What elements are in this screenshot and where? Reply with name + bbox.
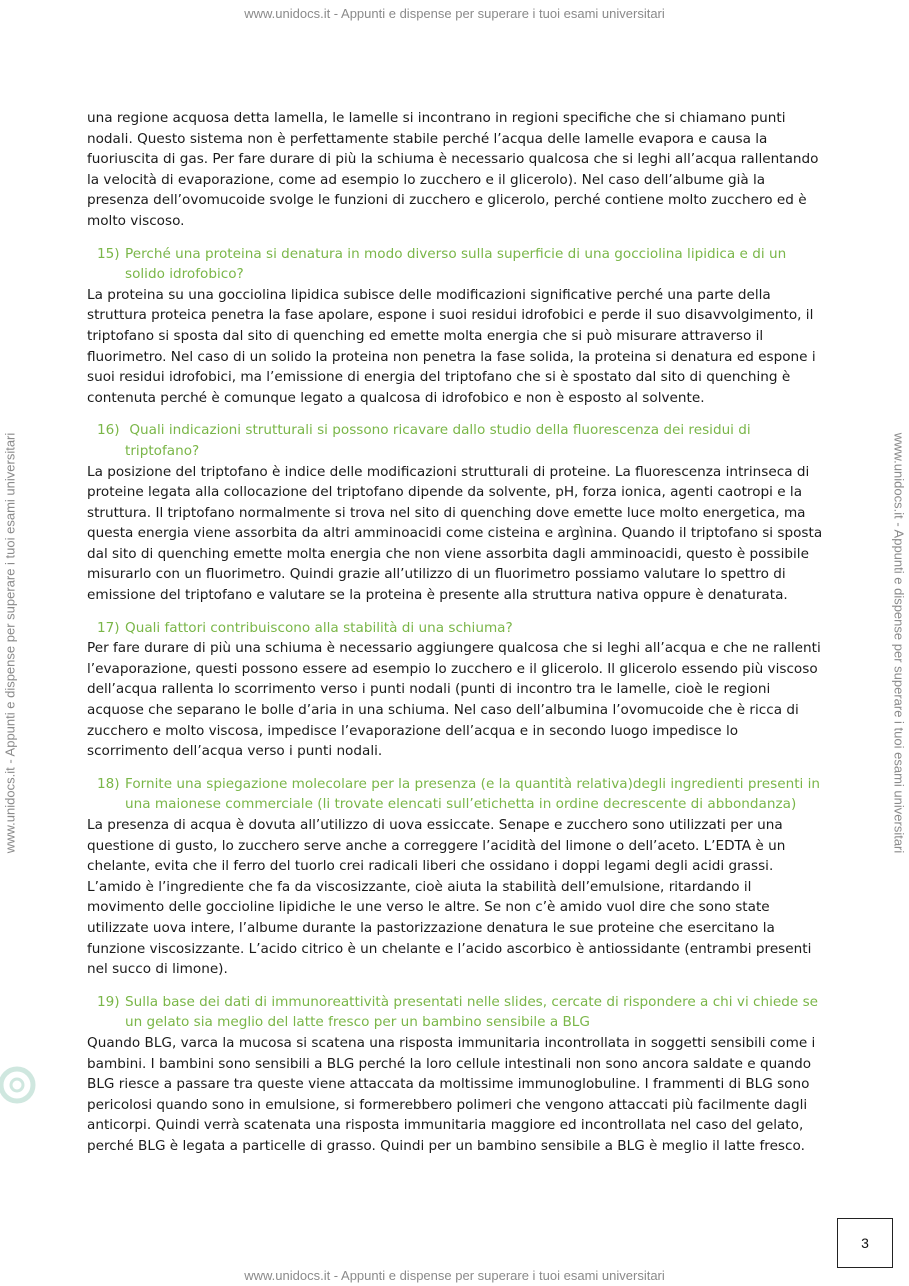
section-19 [87, 992, 823, 1157]
answer-paragraph: La proteina su una gocciolina lipidica subisce delle modificazioni significative perché una parte della struttura proteica penetra la fase apolare, espone i suoi residui idrofobici e perde il suo disavvolgimento, il triptofano si sposta dal sito di quenching ed emette molta energia che si può misurare attraverso il fluorimetro. Nel caso di un solido la proteina non penetra la fase solida, la proteina si denatura ed espone i suoi residui idrofobici, ma l’emissione di energia del triptofano che si è spostato dal sito di quenching è contenuta perché è comunque legato a qualcosa di idrofobico e non è esposto al solvente. [87, 286, 816, 406]
page-number: 3 [861, 1235, 869, 1251]
watermark-bottom: www.unidocs.it - Appunti e dispense per superare i tuoi esami universitari [244, 1268, 665, 1283]
page-number-box [837, 1218, 893, 1268]
question-heading [87, 420, 823, 461]
question-text: Quali indicazioni strutturali si possono ricavare dallo studio della fluorescenza dei residui di triptofano? [125, 422, 751, 459]
answer-paragraph: Quando BLG, varca la mucosa si scatena una risposta immunitaria incontrollata in soggetti sensibili come i bambini. I bambini sono sensibili a BLG perché la loro cellule intestinali non sono ancora saldate e quando BLG riesce a passare tra queste viene attaccata da moltissime immunoglobuline. I frammenti di BLG sono pericolosi quando sono in emulsione, si formerebbero polimeri che vengono attaccati più facilmente dagli anticorpi. Quindi verrà scatenata una risposta immunitaria maggiore ed incontrollata nel caso del gelato, perché BLG è legata a particelle di grasso. Quindi per un bambino sensibile a BLG è meglio il latte fresco. [87, 1034, 816, 1154]
question-heading [87, 774, 823, 815]
question-heading [87, 992, 823, 1033]
question-text: Sulla base dei dati di immunoreattività presentati nelle slides, cercate di rispondere a chi vi chiede se un gelato sia meglio del latte fresco per un bambino sensibile a BLG [125, 993, 819, 1031]
question-number: 16) [97, 422, 120, 439]
question-number: 15) [97, 245, 120, 262]
section-18 [87, 774, 823, 980]
question-heading [87, 618, 823, 639]
unidocs-logo-icon [0, 1062, 40, 1108]
document-body [87, 108, 823, 1157]
section-17 [87, 618, 823, 762]
watermark-left-text: www.unidocs.it - Appunti e dispense per superare i tuoi esami universitari [2, 432, 18, 854]
question-number: 18) [97, 775, 120, 792]
question-text: Quali fattori contribuiscono alla stabilità di una schiuma? [125, 619, 513, 636]
watermark-right [889, 0, 909, 1286]
answer-paragraph: La presenza di acqua è dovuta all’utilizzo di uova essiccate. Senape e zucchero sono utilizzati per una questione di gusto, lo zucchero serve anche a correggere l’acidità del limone o dell’aceto. L’EDTA è un chelante, evita che il ferro del tuorlo crei radicali liberi che ossidano i doppi legami degli acidi grassi. L’amido è l’ingrediente che fa da viscosizzante, cioè aiuta la stabilità dell’emulsione, ritardando il movimento delle goccioline lipidiche le une verso le altre. Se non c’è amido vuol dire che sono state utilizzate uova intere, l’albume durante la pastorizzazione denatura le sue proteine che esercitano la funzione viscosizzante. L’acido citrico è un chelante e l’acido ascorbico è antiossidante (entrambi presenti nel succo di limone). [87, 817, 812, 978]
question-number: 17) [97, 619, 120, 636]
answer-paragraph: Per fare durare di più una schiuma è necessario aggiungere qualcosa che si leghi all’acqua e che ne rallenti l’evaporazione, questi possono essere ad esempio lo zucchero e il glicerolo. Il glicerolo essendo più viscoso dell’acqua rallenta lo scorrimento verso i punti nodali (punti di incontro tra le lamelle, cioè le regioni acquose che separano le bolle d’aria in una schiuma. Nel caso dell’albumina l’ovomucoide che è ricca di zucchero e molto viscosa, impedisce l’evaporazione dell’acqua e in secondo luogo impedisce lo scorrimento dell’acqua verso i punti nodali. [87, 640, 821, 760]
question-text: Fornite una spiegazione molecolare per la presenza (e la quantità relativa)degli ingredienti presenti in una maionese commerciale (li trovate elencati sull’etichetta in ordine decrescente di abbondanza) [125, 775, 821, 813]
section-15 [87, 244, 823, 409]
watermark-right-text: www.unidocs.it - Appunti e dispense per superare i tuoi esami universitari [891, 432, 907, 854]
watermark-top: www.unidocs.it - Appunti e dispense per superare i tuoi esami universitari [244, 6, 665, 21]
question-number: 19) [97, 993, 120, 1010]
question-text: Perché una proteina si denatura in modo diverso sulla superficie di una gocciolina lipidica e di un solido idrofobico? [125, 245, 787, 283]
question-heading [87, 244, 823, 285]
intro-paragraph: una regione acquosa detta lamella, le lamelle si incontrano in regioni specifiche che si chiamano punti nodali. Questo sistema non è perfettamente stabile perché l’acqua delle lamelle evapora e causa la fuoriuscita di gas. Per fare durare di più la schiuma è necessario qualcosa che si leghi all’acqua rallentando la velocità di evaporazione, come ad esempio lo zucchero e il glicerolo). Nel caso dell’albume già la presenza dell’ovomucoide svolge le funzioni di zucchero e glicerolo, perché contiene molto zucchero ed è molto viscoso. [87, 110, 819, 229]
section-16 [87, 420, 823, 605]
answer-paragraph: La posizione del triptofano è indice delle modificazioni strutturali di proteine. La fluorescenza intrinseca di proteine legata alla collocazione del triptofano dipende da solvente, pH, forza ionica, agenti caotropi e la struttura. Il triptofano normalmente si trova nel sito di quenching dove emette luce molto energetica, ma questa energia viene assorbita da altri amminoacidi come cisteina e argìnina. Quando il triptofano si sposta dal sito di quenching emette molta energia che non viene assorbita dagli amminoacidi, questo è possibile misurarlo con un fluorimetro. Quindi grazie all’utilizzo di un fluorimetro possiamo valutare lo spettro di emissione del triptofano e valutare se la proteina è presente alla struttura nativa oppure è denaturata. [87, 463, 823, 604]
